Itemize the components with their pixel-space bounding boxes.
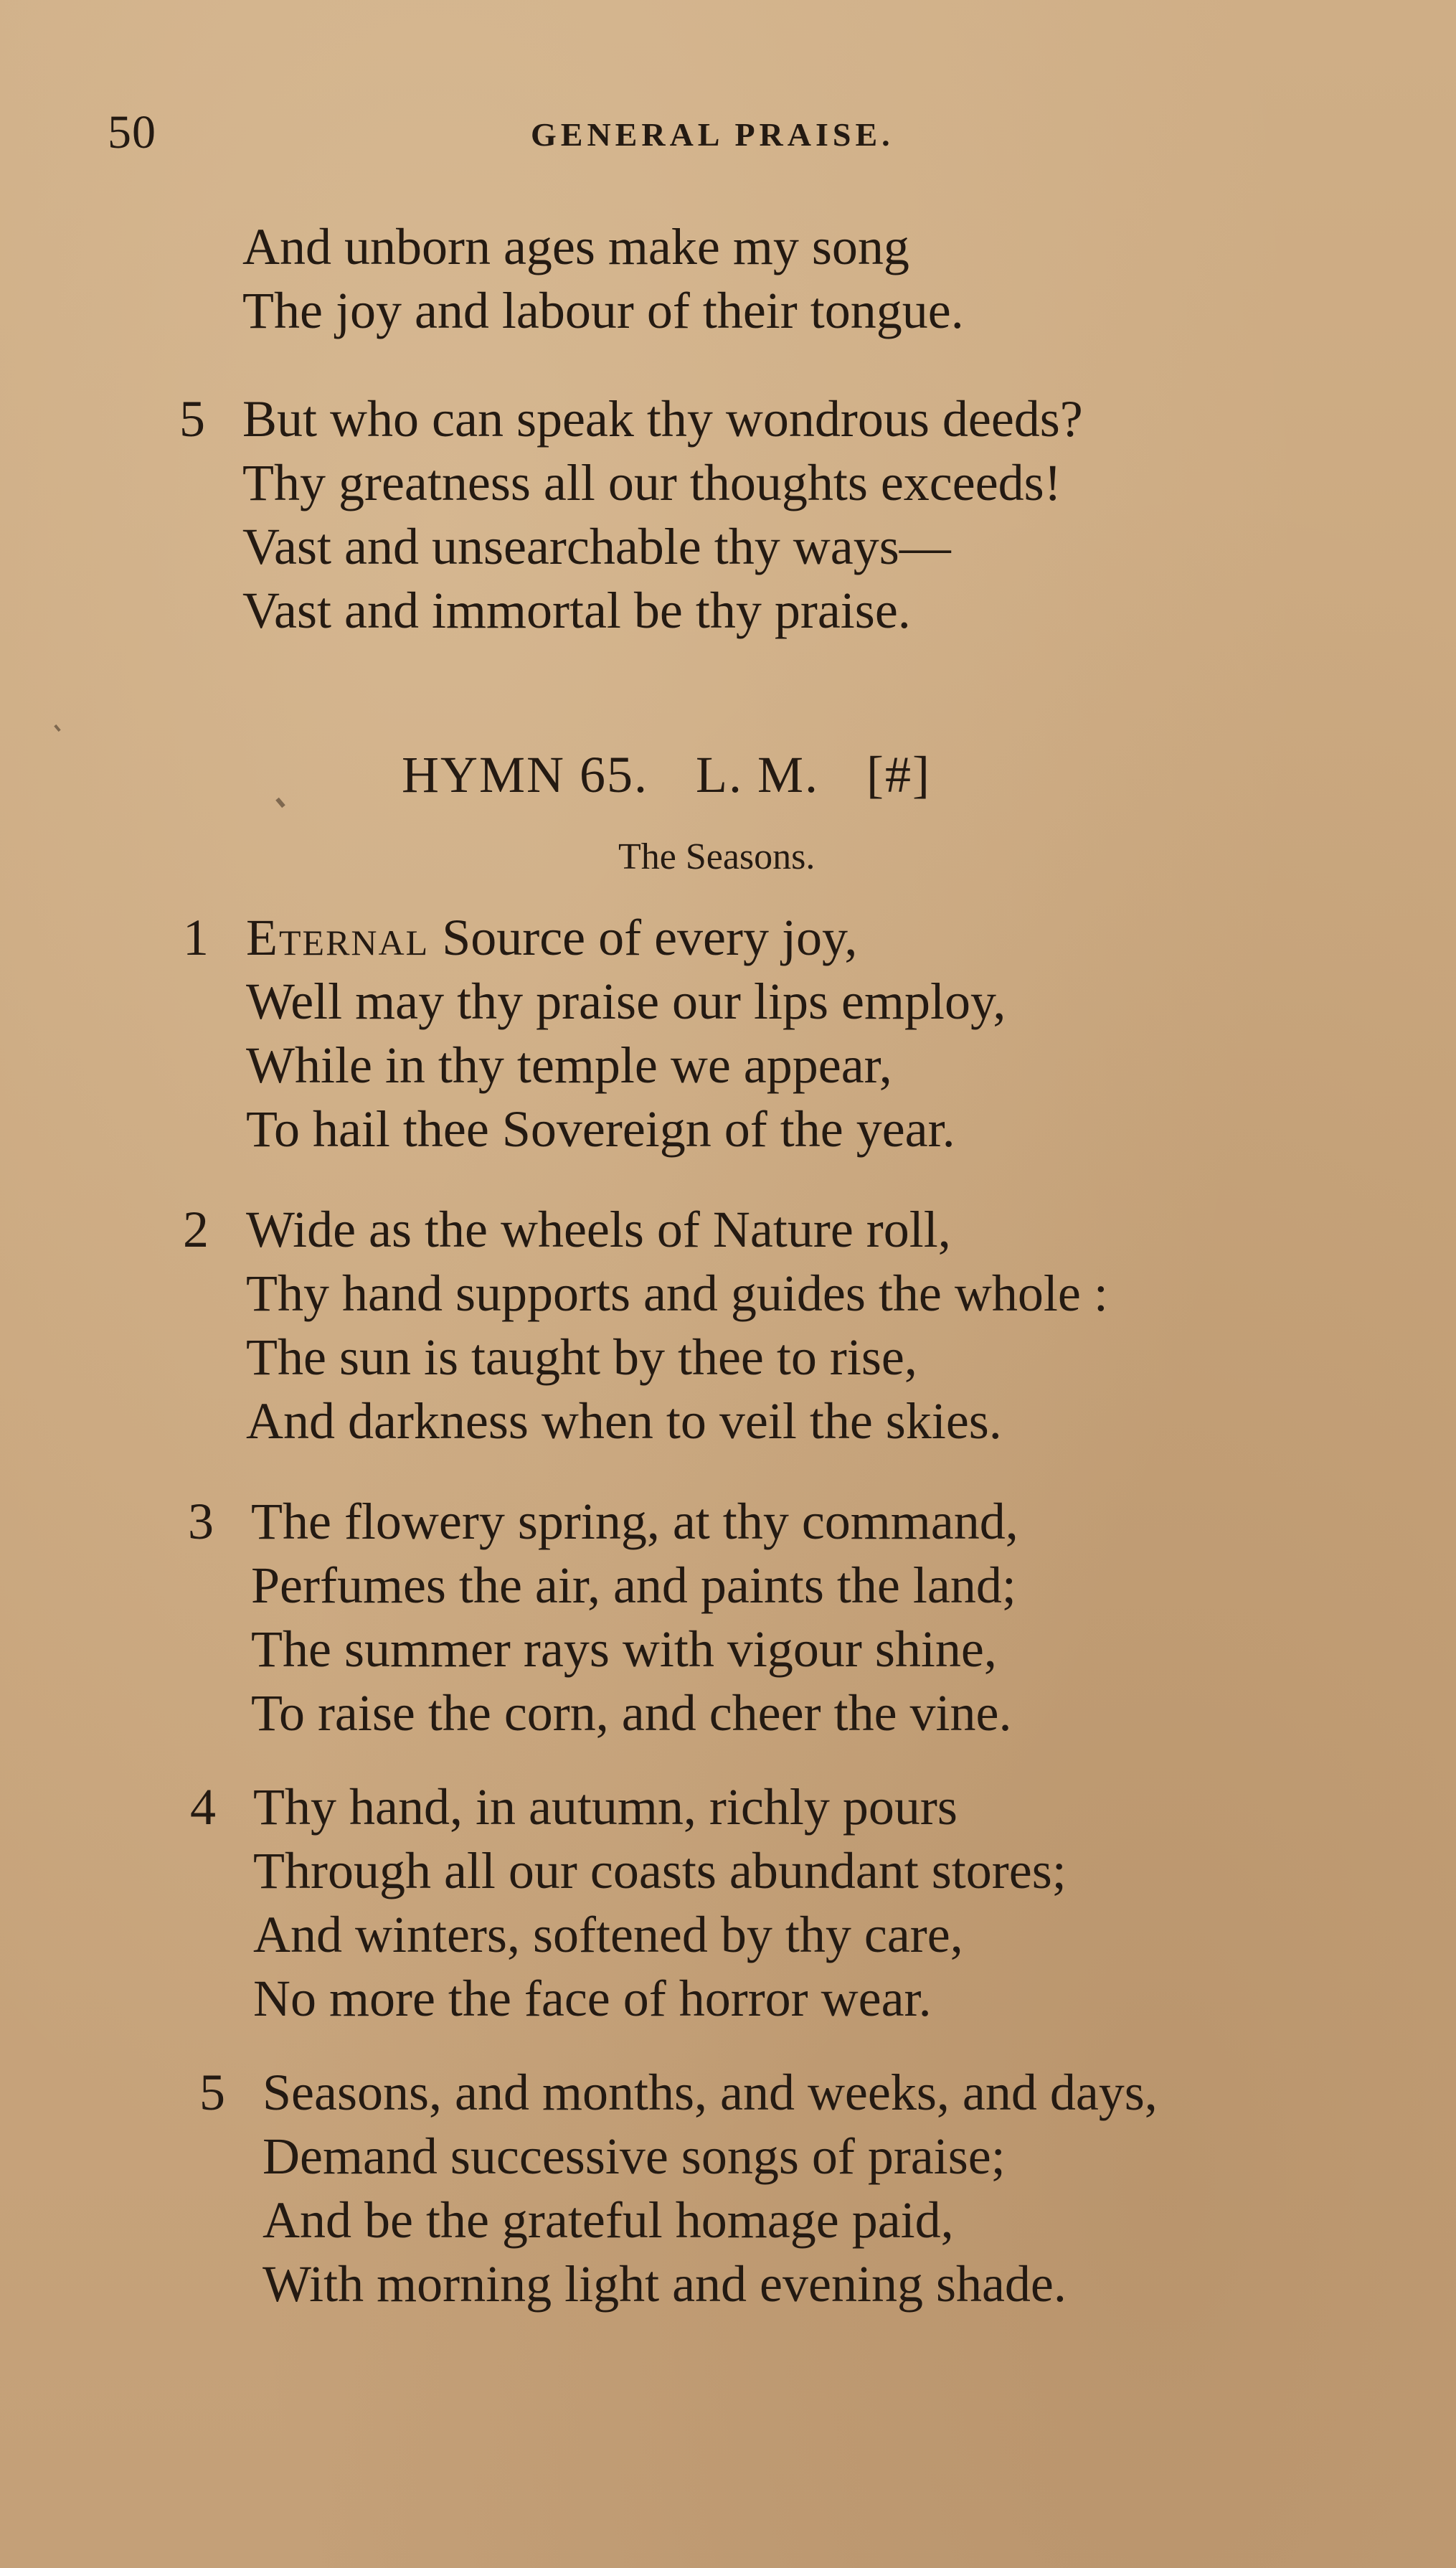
verse-line: Through all our coasts abundant stores; — [253, 1842, 1067, 1899]
verse-line: Wide as the wheels of Nature roll, — [246, 1201, 951, 1258]
hymn-number: HYMN 65. — [402, 746, 649, 803]
verse-line: And be the grateful homage paid, — [263, 2191, 954, 2249]
verse-line: Perfumes the air, and paints the land; — [251, 1557, 1016, 1614]
stanza-number: 4 — [190, 1778, 216, 1836]
verse-line: Well may thy praise our lips employ, — [246, 973, 1006, 1030]
hymn-title: The Seasons. — [618, 836, 816, 877]
verse-line: No more the face of horror wear. — [253, 1970, 932, 2027]
verse-line: And darkness when to veil the skies. — [246, 1392, 1002, 1450]
paper-speck — [54, 724, 60, 732]
verse-line: While in thy temple we appear, — [246, 1037, 892, 1094]
hymn-tune-mark: [#] — [866, 746, 931, 803]
verse-line: The summer rays with vigour shine, — [251, 1620, 997, 1678]
verse-line: The joy and labour of their tongue. — [242, 282, 964, 339]
verse-line: The flowery spring, at thy command, — [251, 1493, 1018, 1550]
opening-word: Eternal — [246, 909, 430, 966]
verse-line: To raise the corn, and cheer the vine. — [251, 1684, 1012, 1742]
verse-line: And unborn ages make my song — [242, 218, 909, 275]
stanza-number: 3 — [188, 1493, 214, 1550]
verse-line: Seasons, and months, and weeks, and days, — [263, 2064, 1158, 2121]
hymn-heading — [402, 739, 964, 811]
stanza-number: 2 — [183, 1201, 209, 1258]
stanza-number: 1 — [183, 909, 209, 966]
stanza-number: 5 — [179, 390, 205, 448]
verse-line: And winters, softened by thy care, — [253, 1906, 963, 1963]
verse-line — [246, 906, 1006, 970]
verse-line: To hail thee Sovereign of the year. — [246, 1100, 955, 1158]
verse-line: But who can speak thy wondrous deeds? — [242, 390, 1083, 448]
verse-line: Thy greatness all our thoughts exceeds! — [242, 454, 1062, 511]
verse-line: Vast and immortal be thy praise. — [242, 582, 911, 639]
verse-line: Demand successive songs of praise; — [263, 2128, 1006, 2185]
stanza-number: 5 — [199, 2064, 225, 2121]
paper-speck — [275, 798, 285, 808]
verse-line: Thy hand supports and guides the whole : — [246, 1265, 1108, 1322]
verse-line: With morning light and evening shade. — [263, 2255, 1067, 2313]
section-title: GENERAL PRAISE. — [531, 116, 894, 153]
running-head — [108, 100, 1348, 165]
opening-line-rest: Source of every joy, — [429, 909, 858, 966]
hymn-meter: L. M. — [696, 746, 820, 803]
verse-line: Vast and unsearchable thy ways— — [242, 518, 951, 575]
verse-line: Thy hand, in autumn, richly pours — [253, 1778, 958, 1836]
verse-line: The sun is taught by thee to rise, — [246, 1328, 917, 1386]
page-number: 50 — [108, 106, 156, 159]
